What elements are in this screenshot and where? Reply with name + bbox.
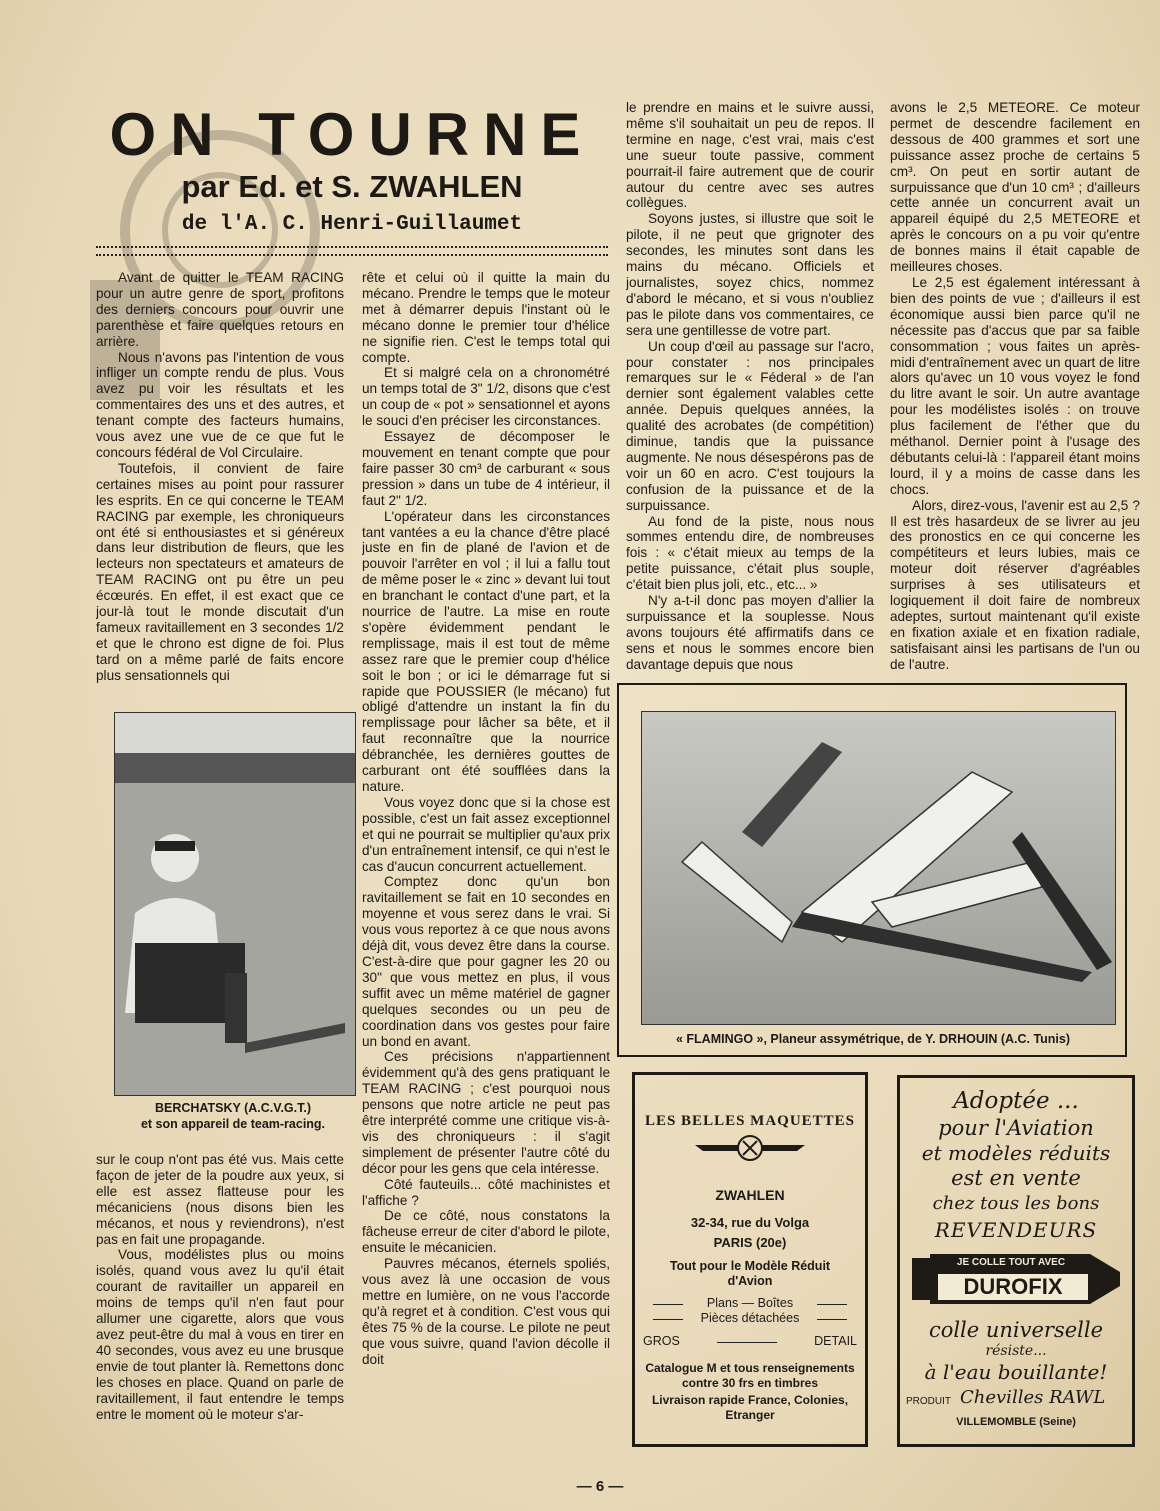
paragraph: Un coup d'œil au passage sur l'acro, pour constater : nos principales remarques sur le « Féderal » de l'an dernier sont également valables cette année. Depuis quelques années, la qualité des acrobates (de compétition) diminue, tandis que la puissance augmente. Ne nous désespérons pas de voir un 60 en acro. C'est toujours la confusion de la puissance et de la surpuissance.: [626, 338, 874, 513]
column-4: [890, 100, 1140, 672]
caption-left-photo: [110, 1100, 356, 1136]
ad2-line6: REVENDEURS: [934, 1218, 1098, 1242]
ad2-maker: Chevilles RAWL: [960, 1387, 1106, 1408]
paragraph: De ce côté, nous constatons la fâcheuse erreur de citer d'abord le pilote, ensuite le mécanicien.: [362, 1208, 610, 1256]
winged-propeller-logo-icon: [695, 1133, 805, 1163]
paragraph: Pauvres mécanos, éternels spoliés, vous avez là une occasion de vous mettre en lumière, on ne vous l'accorde qu'à regret et à condition. C'est vous qui êtes 75 % de la course. Le pilote ne peut que vous suivre, quand l'avion décolle il doit: [362, 1256, 610, 1367]
ad1-items-line1: Plans — Boîtes: [706, 1296, 794, 1310]
tube-brand-text: DUROFIX: [963, 1274, 1063, 1299]
ad1-address: 32-34, rue du Volga: [690, 1215, 810, 1230]
column-1-bottom: [96, 1152, 344, 1462]
ad-durofix: [897, 1075, 1135, 1447]
ad2-line7: colle universelle: [928, 1318, 1104, 1342]
durofix-tube: [912, 1250, 1122, 1308]
article-byline: par Ed. et S. ZWAHLEN: [181, 169, 523, 204]
caption-left-line2: et son appareil de team-racing.: [140, 1117, 326, 1131]
ad2-produit: PRODUIT: [906, 1396, 951, 1407]
ad1-brand: LES BELLES MAQUETTES: [644, 1113, 856, 1129]
ad-belles-maquettes: [632, 1072, 868, 1447]
paragraph: Avant de quitter le TEAM RACING pour un autre genre de sport, profitons des derniers concours pour ouvrir une parenthèse et faire quelques retours en arrière.: [96, 270, 344, 349]
glider-icon: [642, 712, 1115, 1024]
ad1-detail: DETAIL: [814, 1334, 857, 1348]
ad2-line4: est en vente: [951, 1166, 1081, 1190]
person-crouching-icon: [115, 713, 355, 1095]
ad1-tagline: Tout pour le Modèle Réduit d'Avion: [669, 1259, 831, 1288]
column-3: [626, 100, 874, 672]
paragraph: Comptez donc qu'un bon ravitaillement se fait en 10 secondes en moyenne et vous serez dans le vrai. Si vous vous reportez à ce que nous avons déjà dit, vous devez être dans la course. C'est-à-dire que pour gagner les 20 ou 30" que vous mettez en plus, il vous suffit avec un même matériel de gagner quelques secondes ou un peu de coordination dans vos gestes pour faire un bond en avant.: [362, 874, 610, 1049]
paragraph: Côté fauteuils... côté machinistes et l'affiche ?: [362, 1176, 610, 1208]
ad1-items-line2: Pièces détachées: [700, 1311, 800, 1325]
page-number: — 6 —: [576, 1478, 624, 1495]
tube-top-text: JE COLLE TOUT AVEC: [956, 1257, 1066, 1268]
column-1-top: [96, 270, 344, 698]
photo-berchatsky: [114, 712, 356, 1096]
caption-right-photo: « FLAMINGO », Planeur assymétrique, de Y. DRHOUIN (A.C. Tunis): [675, 1032, 1071, 1046]
ad2-line3: et modèles réduits: [921, 1141, 1111, 1165]
ad1-gros: GROS: [643, 1334, 680, 1348]
caption-left-line1: BERCHATSKY (A.C.V.G.T.): [154, 1101, 312, 1115]
paragraph: Toutefois, il convient de faire certaines mises au point pour rassurer les esprits. En ce qui concerne le TEAM RACING par exemple, les chroniqueurs ont été si enthousiastes et si généreux dans leur distribution de fleurs, que les lecteurs non spectateurs et amateurs de TEAM RACING ont pu être un peu écœurés. En effet, il est exact que ce jour-là tout le monde discutait d'un fameux ravitaillement en 3 secondes 1/2 et que le chrono est digne de foi. Plus tard on a même parlé de faits encore plus sensationnels qui: [96, 460, 344, 683]
column-2: [362, 270, 610, 1460]
article-club: de l'A. C. Henri-Guillaumet: [181, 213, 523, 236]
ad1-dash: [717, 1342, 777, 1343]
paragraph: Vous, modélistes plus ou moins isolés, quand vous avez lu qu'il était courant de ravitailler un appareil en moins de temps qu'il n'en faut pour allumer une cigarette, alors que vous avez peut-être du mal à vous en tirer en 40 secondes, vous avez eu une brusque envie de tout planter là. Remettons donc les choses en place. Quand on parle de ravitaillement, il faut entendre le temps entre le moment où le moteur s'ar-: [96, 1247, 344, 1422]
ad1-livraison: Livraison rapide France, Colonies, Etranger: [651, 1393, 849, 1422]
paragraph: Soyons justes, si illustre que soit le pilote, il ne peut que grignoter des secondes, les minutes sont dans les mains du mécano. Officiels et journalistes, soyez chics, nommez d'abord le mécano, et si vous n'oubliez pas le pilote dans vos commentaires, ce sera une gentillesse de votre part.: [626, 211, 874, 338]
title-divider: [96, 246, 608, 256]
ad2-town: VILLEMOMBLE (Seine): [956, 1416, 1076, 1428]
ad2-line5: chez tous les bons: [932, 1193, 1100, 1214]
paragraph: Ces précisions n'appartiennent évidemment qu'à des gens pratiquant le TEAM RACING ; c'est pourquoi nous pensons que notre article ne peut pas être interprété comme une critique vis-à-vis des chroniqueurs : il s'agit simplement de présenter l'autre côté du décor pour les gens que cela intéresse.: [362, 1049, 610, 1176]
ad2-line2: pour l'Aviation: [938, 1116, 1094, 1140]
paragraph: N'y a-t-il donc pas moyen d'allier la surpuissance et la souplesse. Nous avons toujours été affirmatifs dans ce sens et nous le sommes encore bien davantage depuis que nous: [626, 593, 874, 672]
ad2-line1: Adoptée ...: [953, 1088, 1079, 1114]
paragraph: sur le coup n'ont pas été vus. Mais cette façon de jeter de la poudre aux yeux, si elle est assez flatteuse pour les mécaniciens (nous disons bien les mécanos, et nous y reviendrons), n'est pas en fait une propagande.: [96, 1152, 344, 1247]
paragraph: Alors, direz-vous, l'avenir est au 2,5 ? Il est très hasardeux de se livrer au jeu des pronostics en ce qui concerne les compétiteurs et leurs lubies, mais ce moteur doit réserver d'agréables surprises à ses utilisateurs et logiquement il doit faire de nombreux adeptes, surtout maintenant qu'il existe en fixation axiale et en fixation radiale, satisfaisant ainsi les partisans de l'un ou de l'autre.: [890, 497, 1140, 672]
paragraph: Et si malgré cela on a chronométré un temps total de 3" 1/2, disons que c'est un coup de « pot » sensationnel et ayons le souci d'en préciser les circonstances.: [362, 365, 610, 429]
paragraph: Essayez de décomposer le mouvement en tenant compte que pour faire passer 30 cm³ de carburant « sous pression » dans un tube de 4 intérieur, il faut 2" 1/2.: [362, 429, 610, 508]
paragraph: rête et celui où il quitte la main du mécano. Prendre le temps que le moteur met à démarrer depuis l'instant où le mécano donne le premier tour d'hélice ne signifie rien. C'est le temps total qui compte.: [362, 270, 610, 365]
article-title: ON TOURNE: [109, 101, 595, 168]
ad1-city: PARIS (20e): [713, 1235, 787, 1250]
paragraph: Nous n'avons pas l'intention de vous infliger un compte rendu de plus. Vous avez pu voir les résultats et les commentaires des uns et des autres, et tenant compte des facteurs humains, vous avez une vue de ce que fut le concours fédéral de Vol Circulaire.: [96, 349, 344, 460]
ad1-catalogue: Catalogue M et tous renseignements contre 30 frs en timbres: [645, 1361, 855, 1390]
paragraph: avons le 2,5 METEORE. Ce moteur permet de descendre facilement en dessous de 400 grammes et sort une puissance assez proche de certains 5 cm³. On peut en sortir autant de surpuissance que d'un 10 cm³ ; d'ailleurs cette année un concurrent avait un appareil équipé du 2,5 METEORE et après le concours on a pu voir qu'entre de bonnes mains il était capable de meilleures choses.: [890, 100, 1140, 275]
ad2-line9: à l'eau bouillante!: [924, 1360, 1108, 1384]
paragraph: Le 2,5 est également intéressant à bien des points de vue ; d'ailleurs il est économique aussi bien parce qu'il ne nécessite pas d'accus que par sa faible consommation ; vous faites un après-midi d'entraînement avec un quart de litre alors qu'avec un 10 vous voyez le fond du litre avant le soir. Un autre avantage pour les modélistes isolés : on trouve plus facilement de l'éther que du méthanol. Dernier point à l'usage des débutants celui-là : l'appareil étant moins lourd, il y a moins de casse dans les chocs.: [890, 274, 1140, 497]
paragraph: le prendre en mains et le suivre aussi, même s'il souhaitait un peu de repos. Il termine en nage, c'est vrai, mais c'est une sueur toute passive, comment pourrait-il faire autrement que de courir autour du centre avec ses autres collègues.: [626, 100, 874, 211]
ad2-line8: résiste...: [985, 1343, 1047, 1359]
photo-flamingo: [641, 711, 1116, 1025]
paragraph: Au fond de la piste, nous nous sommes entendu dire, de nombreuses fois : « c'était mieux au temps de la petite puissance, c'était plus souple, c'était bien plus joli, etc., etc... »: [626, 513, 874, 593]
paragraph: Vous voyez donc que si la chose est possible, c'est un fait assez exceptionnel et qui ne pourrait se multiplier qu'aux prix d'un entraînement intensif, ce qui n'est le cas d'aucun concurrent actuellement.: [362, 794, 610, 874]
paragraph: L'opérateur dans les circonstances tant vantées a eu la chance d'être placé juste en fin de plané de l'avion et de pouvoir l'arrêter en vol ; il lui a fallu tout de même poser le « zinc » devant lui tout en branchant le contact d'une part, et la nourrice de l'autre. La mise en route s'opère évidemment pendant le remplissage, mais il est tout de même assez rare que le premier coup d'hélice soit le bon ; or ici le démarrage fut si rapide que POUSSIER (le mécano) fut obligé d'attendre un instant la fin du remplissage pour lâcher sa bête, et il faut reconnaître que la nourrice débranchée, les dernières gouttes de carburant ont été soufflées dans la nature.: [362, 508, 610, 794]
ad1-name: ZWAHLEN: [715, 1187, 785, 1203]
